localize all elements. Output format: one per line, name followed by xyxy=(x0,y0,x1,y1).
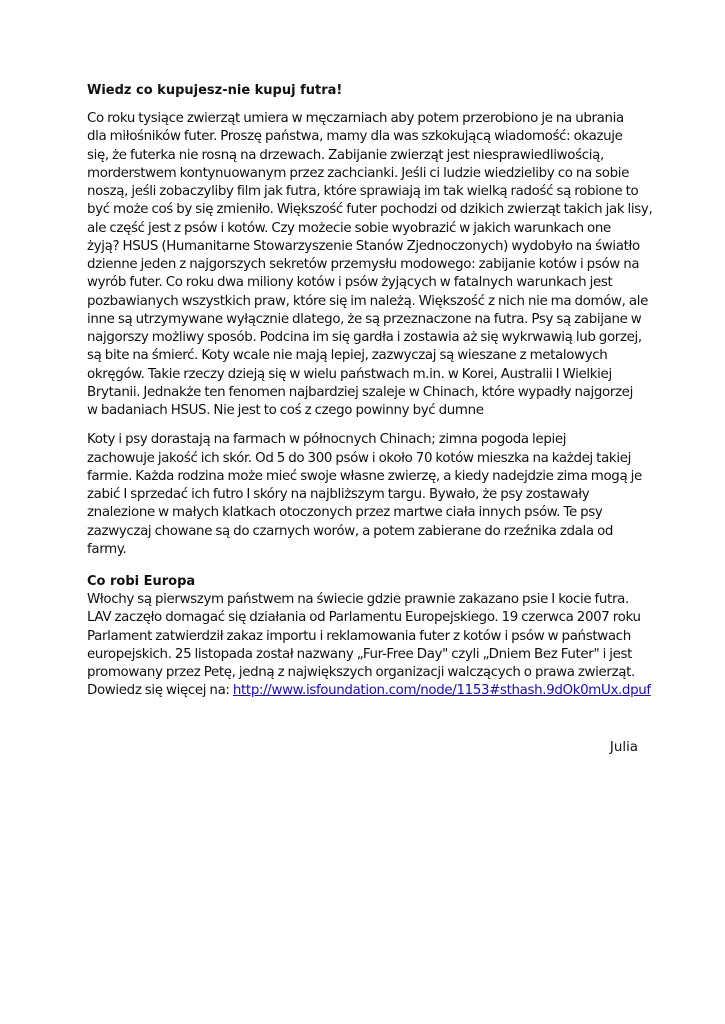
text-line: Koty i psy dorastają na farmach w północnych Chinach; zimna pogoda lepiej xyxy=(87,432,567,448)
paragraph-intro xyxy=(87,110,653,420)
text-line: znalezione w małych klatkach otoczonych przez martwe ciała innych psów. Te psy xyxy=(87,505,603,521)
text-line: morderstwem kontynuowanym przez zachcianki. Jeśli ci ludzie wiedzieliby co na sobie xyxy=(87,165,630,181)
text-line: Włochy są pierwszym państwem na świecie gdzie prawnie zakazano psie I kocie futra. xyxy=(87,592,629,607)
text-line: inne są utrzymywane wyłącznie dlatego, że są przeznaczone na futra. Psy są zabijane w xyxy=(87,311,642,327)
text-line: Parlament zatwierdził zakaz importu i reklamowania futer z kotów i psów w państwach xyxy=(87,628,631,644)
text-line: dzienne jeden z najgorszych sekretów przemysłu modowego: zabijanie kotów i psów na xyxy=(87,257,640,272)
document-page xyxy=(87,82,653,712)
text-line: Co roku tysiące zwierząt umiera w męczarniach aby potem przerobiono je na ubrania xyxy=(87,111,624,126)
text-line: dla miłośników futer. Proszę państwa, mamy dla was szkokującą wiadomość: okazuje xyxy=(87,129,623,145)
source-link[interactable]: http://www.isfoundation.com/node/1153#sthash.9dOk0mUx.dpuf xyxy=(232,683,651,699)
text-line: żyją? HSUS (Humanitarne Stowarzyszenie Stanów Zjednoczonych) wydobyło na światło xyxy=(87,238,640,254)
text-line: zabić I sprzedać ich futro I skóry na najbliższym targu. Bywało, że psy zostawały xyxy=(87,487,590,502)
text-line: zachowuje jakość ich skór. Od 5 do 300 psów i około 70 kotów mieszka na każdej takiej xyxy=(87,450,631,466)
author-signature: Julia xyxy=(609,740,638,755)
text-line: europejskich. 25 listopada został nazwany „Fur-Free Day" czyli „Dniem Bez Futer" i jest xyxy=(87,646,633,662)
text-line: okręgów. Takie rzeczy dzieją się w wielu państwach m.in. w Korei, Australii I Wielkiej xyxy=(87,366,612,382)
text-line: są bite na śmierć. Koty wcale nie mają lepiej, zazwyczaj są wieszane z metalowych xyxy=(87,348,608,364)
document-title: Wiedz co kupujesz-nie kupuj futra! xyxy=(87,83,343,98)
text-line: wyrób futer. Co roku dwa miliony kotów i psów żyjących w fatalnych warunkach jest xyxy=(87,275,613,291)
text-line: pozbawianych wszystkich praw, które się im należą. Większość z nich nie ma domów, ale xyxy=(87,293,648,309)
paragraph-europe xyxy=(87,591,651,701)
paragraph-farms xyxy=(87,431,642,559)
text-line: najgorszy możliwy sposób. Podcina im się gardła i zostawia aż się wykrwawią lub gorzej, xyxy=(87,330,642,345)
section-heading: Co robi Europa xyxy=(87,574,196,589)
text-line: noszą, jeśli zobaczyliby film jak futra, które sprawiają im tak wielką radość są robione to xyxy=(87,184,639,199)
text-line: się, że futerka nie rosną na drzewach. Zabijanie zwierząt jest niesprawiedliwością, xyxy=(87,147,604,163)
text-line: farmy. xyxy=(87,541,127,557)
text-line: farmie. Każda rodzina może mieć swoje własne zwierzę, a kiedy nadejdzie zima mogą je xyxy=(87,468,642,484)
more-info-label: Dowiedz się więcej na: xyxy=(87,683,233,699)
text-line: w badaniach HSUS. Nie jest to coś z czego powinny być dumne xyxy=(87,403,484,418)
text-line: być może coś by się zmieniło. Większość futer pochodzi od dzikich zwierząt takich jak lisy, xyxy=(87,202,653,218)
text-line: LAV zaczęło domagać się działania od Parlamentu Europejskiego. 19 czerwca 2007 roku xyxy=(87,610,641,626)
more-info-line xyxy=(87,682,651,700)
text-line: ale część jest z psów i kotów. Czy możecie sobie wyobrazić w jakich warunkach one xyxy=(87,220,611,236)
text-line: zazwyczaj chowane są do czarnych worów, a potem zabierane do rzeźnika zdala od xyxy=(87,523,614,539)
text-line: Brytanii. Jednakże ten fenomen najbardziej szaleje w Chinach, które wypadły najgorzej xyxy=(87,384,633,400)
text-line: promowany przez Petę, jedną z największych organizacji walczących o prawa zwierząt. xyxy=(87,665,635,680)
